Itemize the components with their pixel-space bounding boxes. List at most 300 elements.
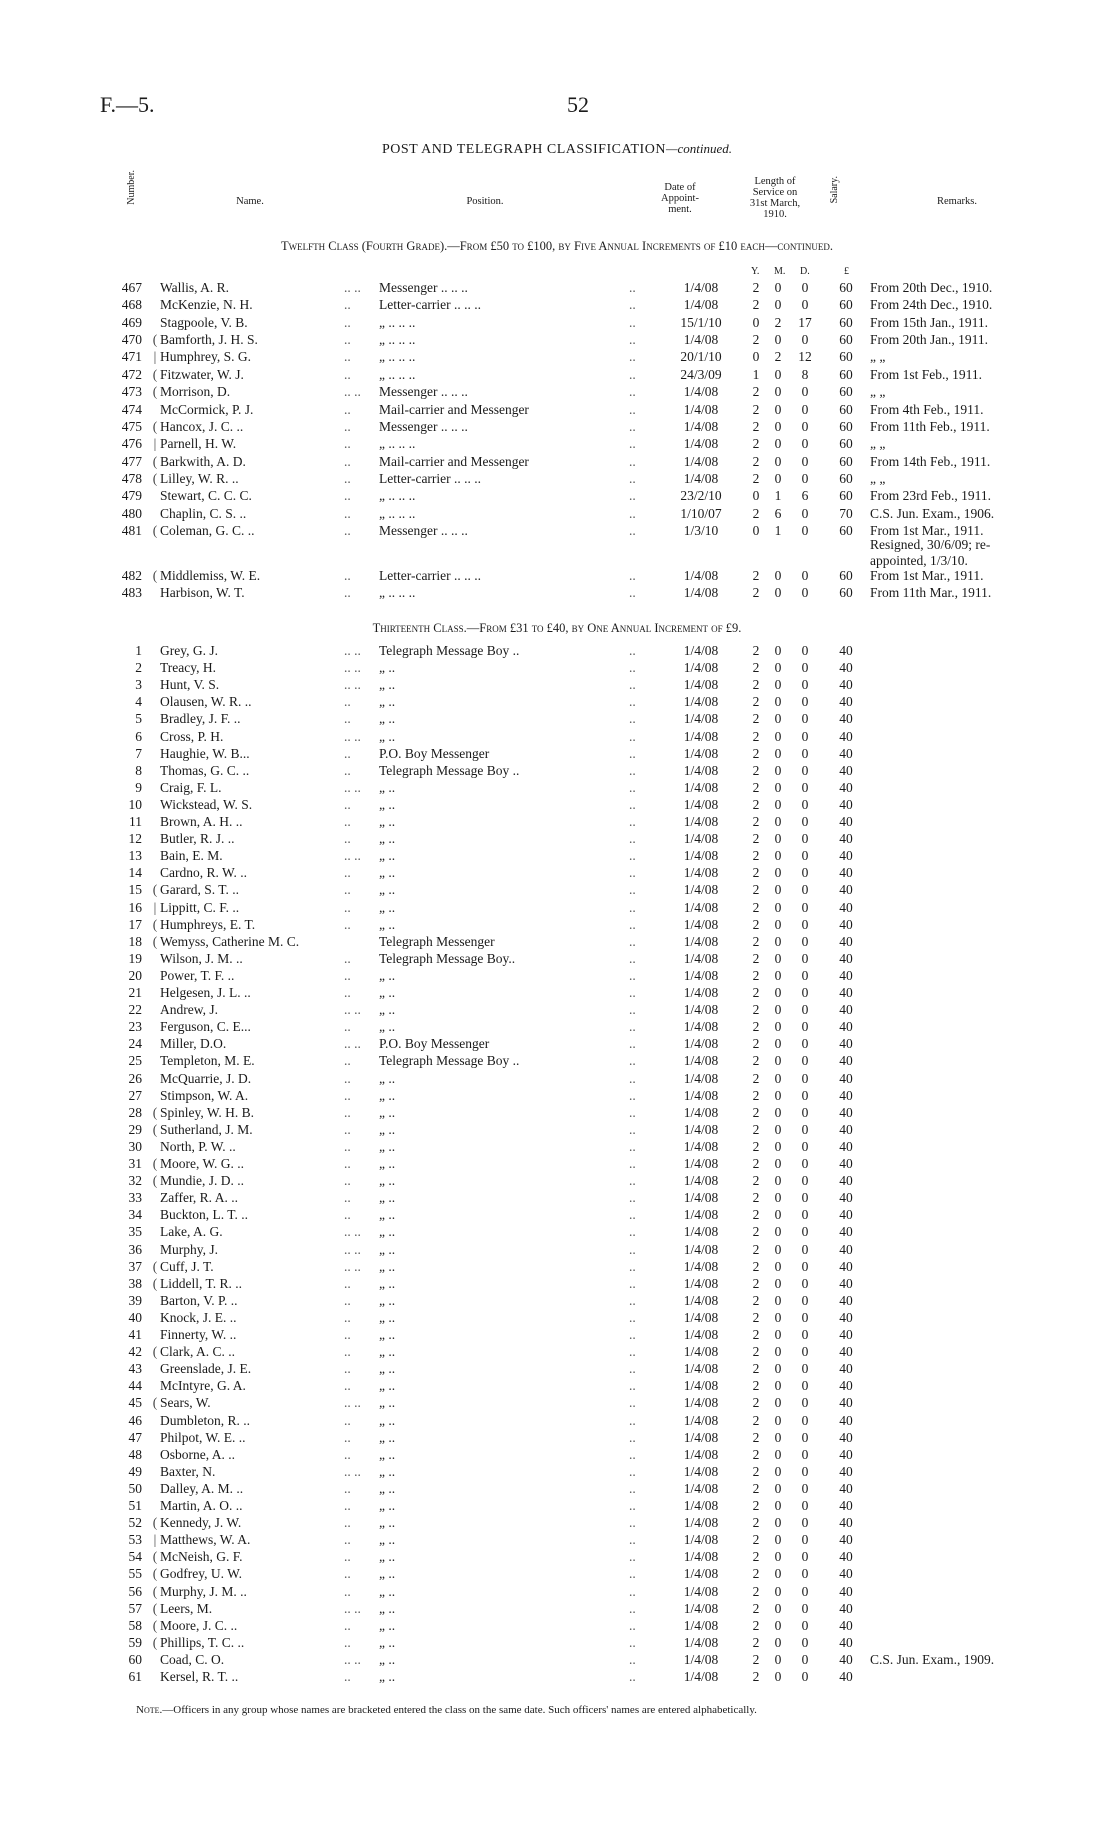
row-months: 0 [774,1480,782,1496]
row-salary: 40 [839,950,853,966]
row-years: 2 [752,1121,760,1137]
row-appointment-date: 1/4/08 [683,1378,719,1394]
row-number: 18 [128,933,142,949]
row-days: 0 [801,1002,809,1018]
row-number: 48 [128,1446,142,1462]
row-leader-dots: .. [629,488,636,504]
row-number: 49 [128,1463,142,1479]
row-leader-dots: .. [629,470,636,486]
row-months: 0 [774,1070,782,1086]
row-number: 38 [128,1275,142,1291]
row-number: 4 [135,694,142,710]
row-appointment-date: 1/4/08 [683,1344,719,1360]
row-years: 2 [752,1241,760,1257]
page-number: 52 [567,92,589,117]
row-name: Olausen, W. R. .. [160,694,252,710]
row-leader-dots: .. [629,1087,636,1103]
row-years: 2 [752,848,760,864]
row-years: 0 [752,488,760,504]
row-position: Telegraph Messenger [379,933,495,949]
row-salary: 40 [839,1600,853,1616]
row-years: 2 [752,332,760,348]
row-appointment-date: 23/2/10 [680,488,722,504]
row-days: 0 [801,848,809,864]
table-row [0,1172,1114,1189]
row-days: 0 [801,916,809,932]
row-leader-dots: .. [344,1087,351,1103]
row-leader-dots: .. [629,1327,636,1342]
row-salary: 40 [839,643,853,658]
row-number: 33 [128,1190,142,1206]
row-position: „ .. [379,1241,396,1257]
row-leader-dots: .. [344,366,351,382]
row-position: „ .. .. .. [379,505,416,521]
table-row [0,1155,1114,1172]
row-months: 0 [774,796,782,812]
row-years: 2 [752,1292,760,1308]
row-name: Moore, W. G. .. [160,1156,244,1171]
row-salary: 40 [839,745,853,761]
row-months: 0 [774,401,782,417]
row-name: Barton, V. P. .. [160,1292,238,1308]
row-salary: 40 [839,1515,853,1531]
row-position: „ .. [379,1480,396,1496]
row-leader-dots: .. [629,349,636,365]
row-name: McQuarrie, J. D. [160,1070,252,1086]
row-salary: 40 [839,1070,853,1086]
row-days: 0 [801,1515,809,1531]
table-row [0,1258,1114,1275]
row-salary: 60 [839,585,853,600]
row-leader-dots: .. [629,1207,636,1223]
row-months: 0 [774,1309,782,1325]
row-salary: 60 [839,418,853,434]
table-row [0,745,1114,762]
row-number: 482 [121,568,142,583]
row-name: Harbison, W. T. [160,585,245,600]
row-months: 0 [774,1378,782,1394]
row-days: 0 [801,1566,809,1582]
row-number: 472 [121,366,142,382]
row-number: 17 [128,916,142,932]
row-salary: 40 [839,831,853,847]
row-leader-dots: .. [344,523,351,539]
row-salary: 40 [839,1669,853,1684]
row-days: 0 [801,694,809,710]
row-name: Wemyss, Catherine M. C. [160,933,300,949]
row-appointment-date: 1/4/08 [683,418,719,434]
row-days: 0 [801,1395,809,1411]
row-leader-dots: .. [629,677,636,693]
row-bracket: ( [152,933,158,949]
column-header-number: Number. [126,170,137,205]
row-months: 0 [774,779,782,795]
row-name: Lilley, W. R. .. [160,470,239,486]
row-number: 10 [128,796,142,812]
row-days: 0 [801,1019,809,1035]
row-days: 0 [801,1549,809,1565]
row-name: Spinley, W. H. B. [160,1104,255,1120]
row-name: Stimpson, W. A. [160,1087,249,1103]
row-bracket: | [153,349,157,365]
row-appointment-date: 15/1/10 [680,314,722,330]
row-salary: 40 [839,1378,853,1394]
row-name: Haughie, W. B... [160,745,250,761]
row-number: 35 [128,1224,142,1240]
row-number: 21 [128,985,142,1000]
row-bracket: ( [152,1275,158,1291]
row-bracket: ( [152,366,158,382]
row-salary: 40 [839,1395,853,1411]
row-appointment-date: 1/4/08 [683,643,719,658]
row-position: Messenger .. .. .. [379,523,468,539]
row-months: 0 [774,1583,782,1599]
row-remarks: From 4th Feb., 1911. [870,401,984,417]
row-appointment-date: 1/4/08 [683,1156,719,1171]
table-row [0,1138,1114,1155]
row-days: 0 [801,1258,809,1274]
row-name: Wickstead, W. S. [160,796,253,812]
row-days: 0 [801,1446,809,1462]
row-appointment-date: 1/4/08 [683,762,719,778]
row-days: 12 [798,349,812,365]
row-leader-dots: .. [629,660,636,676]
row-months: 0 [774,1617,782,1633]
row-leader-dots: .. [344,297,351,313]
row-number: 7 [135,745,142,761]
row-leader-dots: .. [629,1617,636,1633]
row-years: 2 [752,1070,760,1086]
row-months: 0 [774,384,782,400]
row-salary: 40 [839,865,853,881]
row-appointment-date: 1/4/08 [683,694,719,710]
row-years: 2 [752,1498,760,1513]
row-leader-dots: .. [629,882,636,898]
table-row [0,1087,1114,1104]
column-header-date [650,182,710,215]
row-leader-dots: .. [629,762,636,778]
row-leader-dots: .. [629,899,636,915]
table-row [0,567,1114,584]
row-leader-dots: .. [344,1617,351,1633]
row-position: „ .. [379,1121,396,1137]
table-row [0,710,1114,727]
row-remarks: „ „ [870,436,886,452]
row-number: 47 [128,1429,142,1445]
row-days: 6 [801,488,809,504]
row-months: 0 [774,1241,782,1257]
row-leader-dots: .. [344,916,351,932]
row-years: 2 [752,865,760,881]
row-months: 0 [774,899,782,915]
row-name: Bamforth, J. H. S. [160,332,258,348]
row-salary: 60 [839,436,853,452]
row-salary: 40 [839,1138,853,1154]
row-years: 2 [752,796,760,812]
row-number: 15 [128,882,142,898]
row-days: 0 [801,899,809,915]
table-row [0,728,1114,745]
row-years: 2 [752,1378,760,1394]
row-appointment-date: 1/4/08 [683,1309,719,1325]
row-days: 0 [801,1309,809,1325]
table-row [0,1309,1114,1326]
row-remarks: From 11th Mar., 1911. [870,585,992,600]
row-months: 2 [774,349,782,365]
row-leader-dots: .. [344,1275,351,1291]
table-row [0,659,1114,676]
row-name: Bradley, J. F. .. [160,711,241,727]
row-salary: 40 [839,796,853,812]
row-number: 13 [128,848,142,864]
row-years: 0 [752,523,760,539]
row-years: 2 [752,1395,760,1411]
row-years: 2 [752,453,760,469]
row-leader-dots: .. [629,401,636,417]
row-appointment-date: 1/4/08 [683,1138,719,1154]
row-name: Leers, M. [160,1600,213,1616]
table-row [0,1001,1114,1018]
row-number: 39 [128,1292,142,1308]
row-days: 0 [801,1292,809,1308]
row-name: Miller, D.O. [160,1036,227,1052]
row-months: 0 [774,1053,782,1069]
row-appointment-date: 1/4/08 [683,1327,719,1342]
table-row [0,1360,1114,1377]
row-appointment-date: 1/4/08 [683,1190,719,1206]
row-years: 2 [752,1327,760,1342]
row-position: „ .. [379,1532,396,1548]
row-years: 2 [752,1600,760,1616]
row-days: 0 [801,882,809,898]
row-leader-dots: .. .. [344,1395,361,1411]
row-days: 0 [801,523,809,539]
row-number: 19 [128,950,142,966]
unit-months: M. [774,266,786,277]
row-salary: 40 [839,1344,853,1360]
row-salary: 40 [839,1241,853,1257]
row-number: 8 [135,762,142,778]
row-name: Power, T. F. .. [160,967,235,983]
row-months: 1 [774,488,782,504]
row-months: 0 [774,1361,782,1377]
row-days: 0 [801,1651,809,1667]
table-row [0,1531,1114,1548]
row-number: 20 [128,967,142,983]
row-appointment-date: 1/4/08 [683,916,719,932]
table-row [0,1035,1114,1052]
row-leader-dots: .. .. [344,1036,361,1052]
row-leader-dots: .. .. [344,677,361,693]
row-leader-dots: .. [629,1480,636,1496]
row-position: „ .. [379,660,396,676]
row-months: 0 [774,694,782,710]
row-name: Mundie, J. D. .. [160,1173,244,1189]
row-name: Grey, G. J. [160,643,218,658]
row-salary: 40 [839,1480,853,1496]
row-name: Fitzwater, W. J. [160,366,244,382]
row-name: Hunt, V. S. [160,677,220,693]
row-months: 0 [774,1138,782,1154]
row-years: 2 [752,297,760,313]
row-name: Sutherland, J. M. [160,1121,253,1137]
row-days: 0 [801,933,809,949]
row-leader-dots: .. .. [344,1651,361,1667]
row-months: 0 [774,967,782,983]
row-days: 0 [801,814,809,829]
row-leader-dots: .. [629,950,636,966]
row-leader-dots: .. [629,1463,636,1479]
row-bracket: ( [152,418,158,434]
row-number: 481 [121,523,142,539]
row-position: Messenger .. .. .. [379,384,468,400]
table-row [0,796,1114,813]
row-bracket: ( [152,1549,158,1565]
row-days: 0 [801,1429,809,1445]
table-row [0,505,1114,522]
row-leader-dots: .. [629,1532,636,1548]
row-appointment-date: 1/4/08 [683,332,719,348]
row-days: 0 [801,762,809,778]
row-days: 0 [801,1600,809,1616]
row-appointment-date: 1/4/08 [683,1207,719,1223]
row-appointment-date: 1/4/08 [683,1002,719,1018]
table-row [0,1429,1114,1446]
column-header-salary: Salary. [829,176,840,204]
row-leader-dots: .. [629,1173,636,1189]
row-years: 2 [752,882,760,898]
row-leader-dots: .. [344,1207,351,1223]
row-leader-dots: .. .. [344,1002,361,1018]
row-leader-dots: .. [344,694,351,710]
table-row [0,366,1114,383]
row-appointment-date: 1/4/08 [683,796,719,812]
row-leader-dots: .. [344,1156,351,1171]
row-leader-dots: .. [629,332,636,348]
row-appointment-date: 1/4/08 [683,297,719,313]
table-row [0,762,1114,779]
row-leader-dots: .. [344,1378,351,1394]
row-appointment-date: 1/4/08 [683,728,719,744]
row-bracket: ( [152,332,158,348]
row-salary: 40 [839,1019,853,1035]
row-number: 477 [121,453,142,469]
row-name: Kersel, R. T. .. [160,1669,239,1684]
row-number: 59 [128,1634,142,1650]
row-years: 2 [752,1429,760,1445]
table-row [0,1548,1114,1565]
row-leader-dots: .. [629,728,636,744]
row-leader-dots: .. [629,933,636,949]
row-years: 2 [752,916,760,932]
row-position: „ .. .. .. [379,436,416,452]
row-months: 0 [774,848,782,864]
row-leader-dots: .. [344,349,351,365]
row-appointment-date: 1/4/08 [683,950,719,966]
row-appointment-date: 1/4/08 [683,1241,719,1257]
row-leader-dots: .. .. [344,848,361,864]
row-days: 0 [801,453,809,469]
row-name: Baxter, N. [160,1463,216,1479]
row-leader-dots: .. [344,401,351,417]
row-name: Murphy, J. M. .. [160,1583,247,1599]
row-salary: 40 [839,1651,853,1667]
row-leader-dots: .. [344,505,351,521]
row-salary: 40 [839,660,853,676]
row-position: „ .. .. .. [379,488,416,504]
row-days: 0 [801,1156,809,1171]
row-number: 41 [128,1327,142,1342]
row-position: „ .. [379,711,396,727]
row-years: 2 [752,899,760,915]
row-name: Templeton, M. E. [160,1053,255,1069]
row-name: Middlemiss, W. E. [160,568,261,583]
row-days: 0 [801,1087,809,1103]
row-leader-dots: .. [344,1173,351,1189]
row-name: Lake, A. G. [160,1224,223,1240]
row-months: 0 [774,366,782,382]
row-leader-dots: .. [344,711,351,727]
row-leader-dots: .. [629,418,636,434]
table-row [0,830,1114,847]
row-number: 45 [128,1395,142,1411]
row-months: 0 [774,1532,782,1548]
row-salary: 40 [839,1036,853,1052]
row-appointment-date: 1/4/08 [683,967,719,983]
table-row [0,435,1114,452]
row-days: 0 [801,660,809,676]
row-days: 0 [801,865,809,881]
row-leader-dots: .. [629,1395,636,1411]
row-name: Osborne, A. .. [160,1446,235,1462]
row-number: 24 [128,1036,142,1052]
row-position: „ .. [379,1087,396,1103]
row-salary: 60 [839,470,853,486]
row-months: 0 [774,933,782,949]
table-row [0,813,1114,830]
row-leader-dots: .. [344,814,351,829]
row-salary: 60 [839,280,853,295]
row-leader-dots: .. [344,1498,351,1513]
row-leader-dots: .. .. [344,643,361,658]
row-position: „ .. .. .. [379,332,416,348]
row-name: Humphrey, S. G. [160,349,251,365]
row-salary: 40 [839,967,853,983]
row-number: 29 [128,1121,142,1137]
row-position: „ .. [379,1651,396,1667]
row-leader-dots: .. [629,1378,636,1394]
row-number: 16 [128,899,142,915]
table-row [0,279,1114,296]
row-position: „ .. [379,1292,396,1308]
row-leader-dots: .. [344,1053,351,1069]
row-number: 60 [128,1651,142,1667]
table-row [0,1241,1114,1258]
row-salary: 40 [839,1583,853,1599]
row-bracket: ( [152,1121,158,1137]
table-row [0,487,1114,504]
column-header-line: Length of [754,176,796,187]
row-leader-dots: .. [344,967,351,983]
row-months: 0 [774,1207,782,1223]
row-appointment-date: 24/3/09 [680,366,722,382]
row-bracket: ( [152,1634,158,1650]
row-number: 470 [121,332,142,348]
row-position: „ .. [379,1104,396,1120]
section-heading-twelfth-class: Twelfth Class (Fourth Grade).—From £50 to £100, by Five Annual Increments of £10 each—continued. [281,239,833,253]
row-number: 6 [135,728,142,744]
row-position: Telegraph Message Boy .. [379,762,520,778]
